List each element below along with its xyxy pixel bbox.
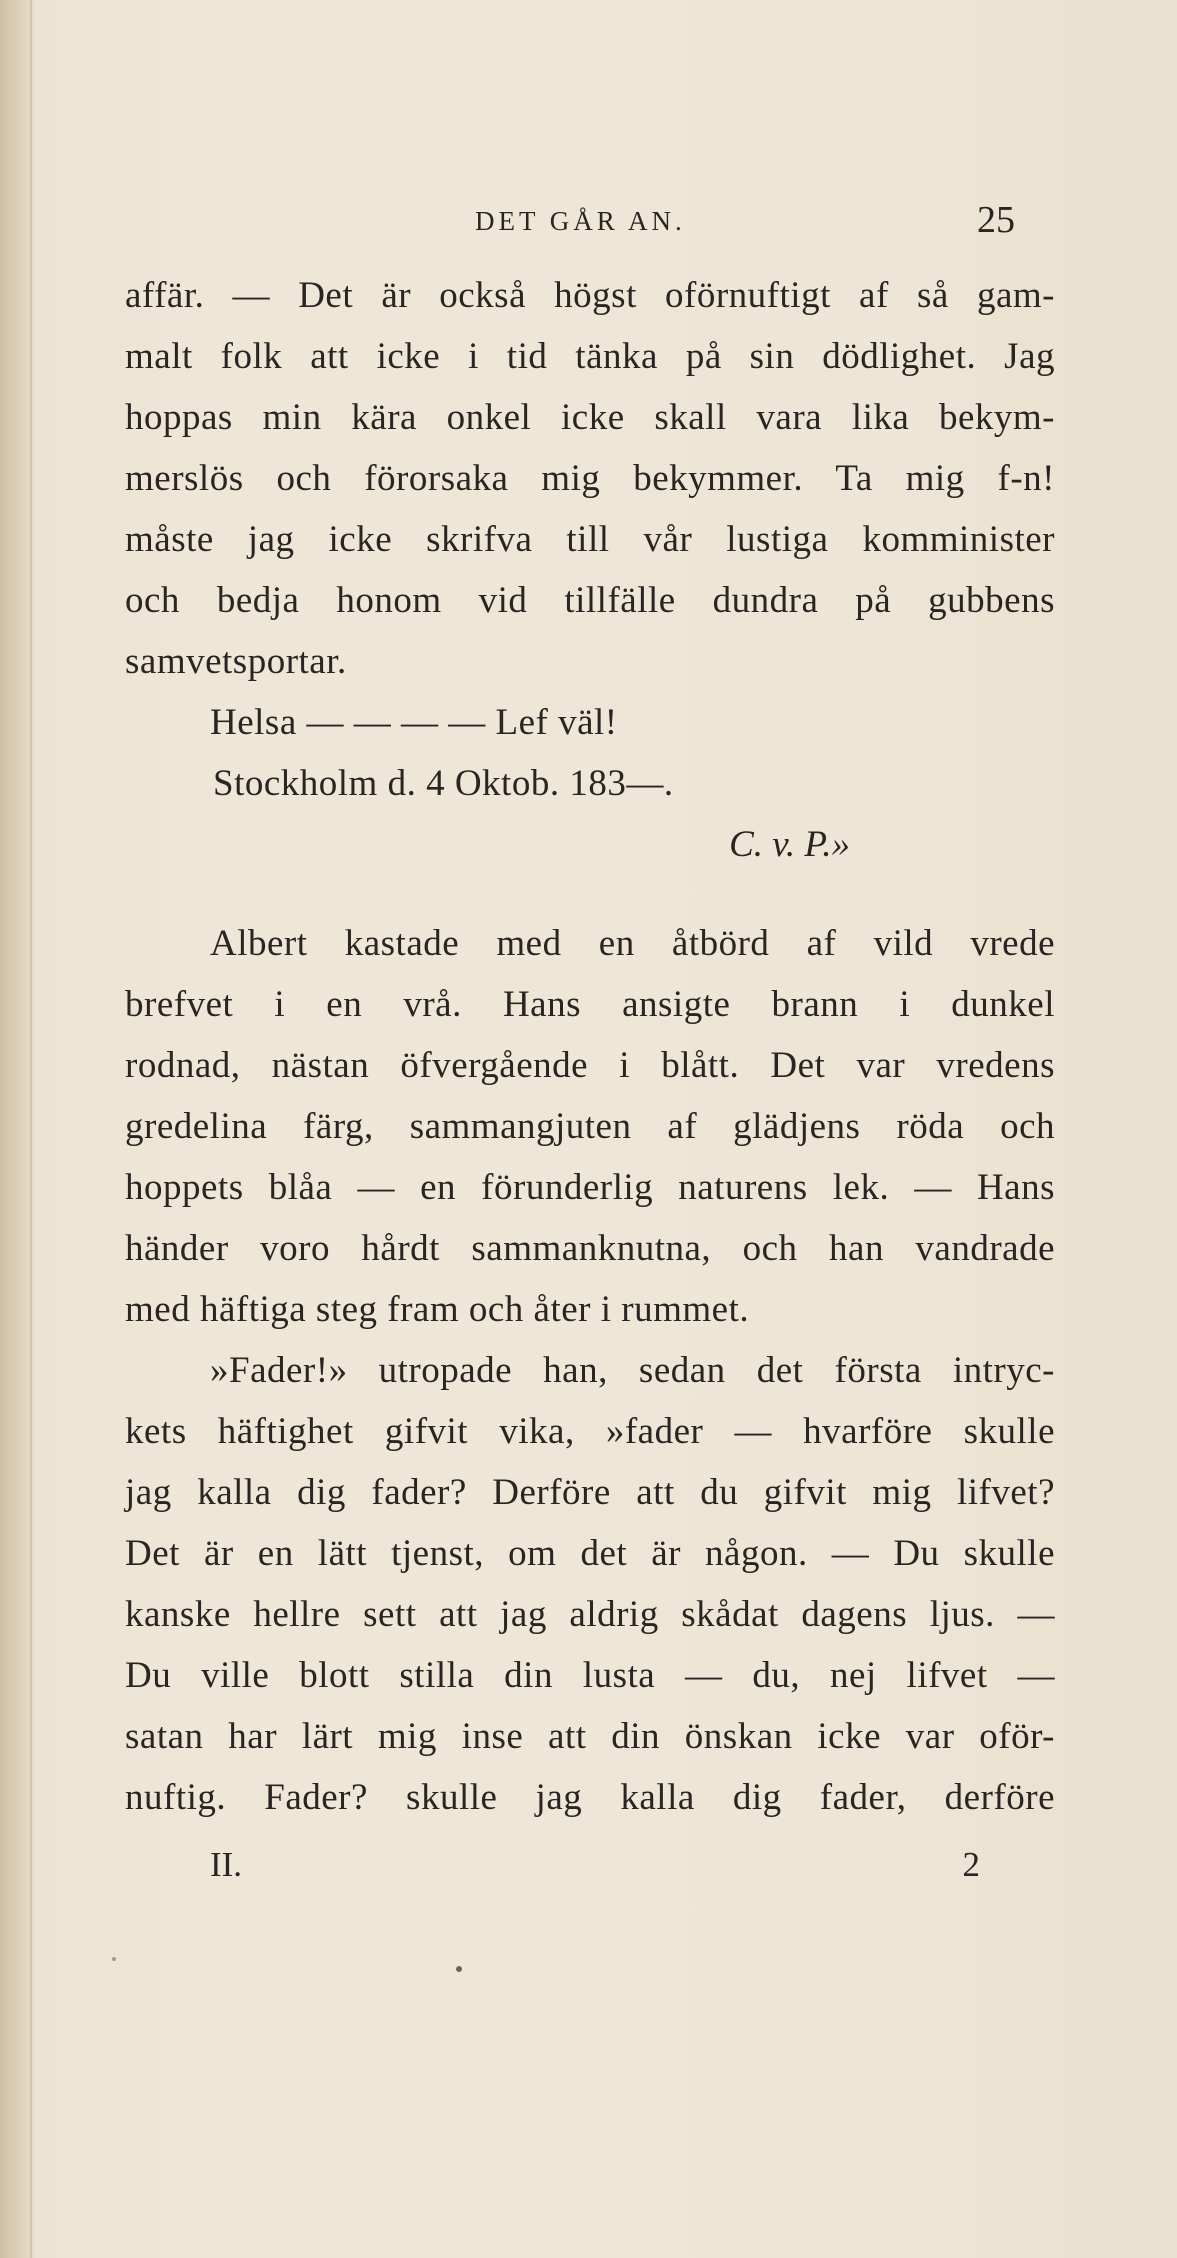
- page-body: [125, 265, 1055, 1828]
- text-line: måste jag icke skrifva till vår lustiga komminister: [125, 519, 1055, 560]
- text-line: kets häftighet gifvit vika, »fader — hvarföre skulle: [125, 1411, 1055, 1452]
- text-line: nuftig. Fader? skulle jag kalla dig fader, derföre: [125, 1777, 1055, 1818]
- text-line: hoppas min kära onkel icke skall vara lika bekym-: [125, 397, 1055, 438]
- text-line: med häftiga steg fram och åter i rummet.: [125, 1289, 750, 1330]
- text-line: kanske hellre sett att jag aldrig skådat dagens ljus. —: [125, 1594, 1055, 1635]
- text-line: rodnad, nästan öfvergående i blått. Det var vredens: [125, 1045, 1055, 1086]
- signature-number: 2: [962, 1845, 980, 1884]
- page-footer: [210, 1845, 980, 1895]
- text-line: händer voro hårdt sammanknutna, och han vandrade: [125, 1228, 1055, 1269]
- text-line: Det är en lätt tjenst, om det är någon. — Du skulle: [125, 1533, 1055, 1574]
- signature-mark: II.: [210, 1845, 243, 1884]
- text-line: brefvet i en vrå. Hans ansigte brann i dunkel: [125, 984, 1055, 1025]
- text-line: affär. — Det är också högst oförnuftigt af så gam-: [125, 275, 1055, 316]
- text-line: malt folk att icke i tid tänka på sin dödlighet. Jag: [125, 336, 1055, 377]
- text-line: hoppets blåa — en förunderlig naturens lek. — Hans: [125, 1167, 1055, 1208]
- text-line: »Fader!» utropade han, sedan det första intryc-: [210, 1350, 1055, 1391]
- text-line: Albert kastade med en åtbörd af vild vrede: [210, 923, 1055, 964]
- letter-signature: C. v. P.»: [729, 824, 850, 865]
- page-header: [125, 198, 1015, 248]
- spine-edge: [30, 0, 32, 2258]
- text-line: samvetsportar.: [125, 641, 347, 682]
- text-line: Du ville blott stilla din lusta — du, nej lifvet —: [125, 1655, 1055, 1696]
- text-line: satan har lärt mig inse att din önskan icke var oför-: [125, 1716, 1055, 1757]
- ink-spot: [456, 1966, 462, 1972]
- ink-spot: [112, 1957, 116, 1961]
- paragraph-gap: [125, 875, 1055, 913]
- text-line: och bedja honom vid tillfälle dundra på gubbens: [125, 580, 1055, 621]
- page-spine-shadow: [0, 0, 34, 2258]
- page-number: 25: [977, 199, 1015, 241]
- letter-date: Stockholm d. 4 Oktob. 183—.: [213, 763, 674, 804]
- text-line: gredelina färg, sammangjuten af glädjens röda och: [125, 1106, 1055, 1147]
- paragraph-fader: [125, 1340, 1055, 1828]
- running-title: DET GÅR AN.: [475, 206, 686, 236]
- letter-closing: Helsa — — — — Lef väl!: [210, 702, 618, 743]
- text-line: merslös och förorsaka mig bekymmer. Ta mig f-n!: [125, 458, 1055, 499]
- paragraph-albert: [125, 913, 1055, 1340]
- text-line: jag kalla dig fader? Derföre att du gifvit mig lifvet?: [125, 1472, 1055, 1513]
- paragraph-letter-end: [125, 265, 1055, 692]
